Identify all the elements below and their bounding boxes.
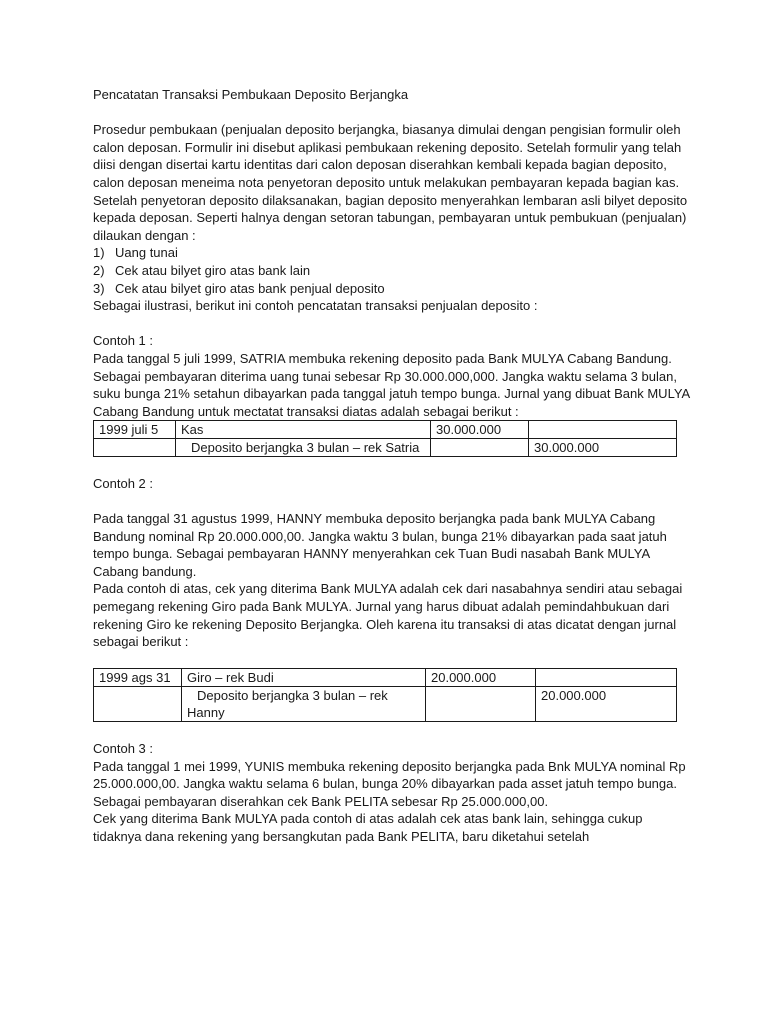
journal-credit (536, 669, 677, 687)
example3-text: Pada tanggal 1 mei 1999, YUNIS membuka rekening deposito berjangka pada Bnk MULYA nominal Rp 25.000.000,00. Jangka waktu selama 6 bulan, bunga 20% dibayarkan pada asset jatuh tempo bunga. Sebagai pembayaran diserahkan cek Bank PELITA sebesar Rp 25.000.000,00. (93, 758, 686, 809)
journal-date: 1999 juli 5 (94, 421, 176, 439)
table-row (94, 439, 677, 457)
intro-paragraph: Prosedur pembukaan (penjualan deposito berjangka, biasanya dimulai dengan pengisian formulir oleh calon deposan. Formulir ini disebut aplikasi pembukaan rekening deposito. Setelah formulir yang telah diisi dengan disertai kartu identitas dari calon deposan diserahkan kembali kepada bagian deposito, calon deposan meneima nota penyetoran deposito untuk melakukan pembayaran kepada bagian kas. Setelah penyetoran deposito dilaksanakan, bagian deposito menyerahkan lembaran asli bilyet deposito kepada deposan. Seperti halnya dengan setoran tabungan, pembayaran untuk pembukuan (penjualan) dilaukan dengan : (93, 122, 688, 243)
example3-heading: Contoh 3 : (93, 741, 153, 756)
journal-credit: 30.000.000 (529, 439, 677, 457)
example2-explanation: Pada contoh di atas, cek yang diterima Bank MULYA adalah cek dari nasabahnya sendiri atau sebagai pemegang rekening Giro pada Bank MULYA. Jurnal yang harus dibuat adalah pemindahbukuan dari rekening Giro ke rekening Deposito Berjangka. Oleh karena itu transaksi di atas dicatat dengan jurnal sebagai berikut : (93, 581, 683, 650)
journal-debit (426, 687, 536, 722)
document-title: Pencatatan Transaksi Pembukaan Deposito Berjangka (93, 87, 409, 102)
table-row (94, 687, 677, 722)
example2-text: Pada tanggal 31 agustus 1999, HANNY membuka deposito berjangka pada bank MULYA Cabang Bandung nominal Rp 20.000.000,00. Jangka waktu 3 bulan, bunga 21% dibayarkan pada saat jatuh tempo bunga. Sebagai pembayaran HANNY menyerahkan cek Tuan Budi nasabah Bank MULYA Cabang bandung. (93, 511, 667, 579)
example2-journal-table (93, 668, 677, 722)
illustration-paragraph: Sebagai ilustrasi, berikut ini contoh pencatatan transaksi penjualan deposito : (93, 298, 538, 314)
example2-heading: Contoh 2 : (93, 475, 153, 491)
journal-debit: 30.000.000 (431, 421, 529, 439)
journal-account: Deposito berjangka 3 bulan – rek Hanny (182, 687, 426, 722)
list-item: 3) Cek atau bilyet giro atas bank penjual deposito (93, 280, 385, 296)
journal-debit (431, 439, 529, 457)
journal-debit: 20.000.000 (426, 669, 536, 687)
journal-credit (529, 421, 677, 439)
journal-date (94, 687, 182, 722)
example3-explanation: Cek yang diterima Bank MULYA pada contoh di atas adalah cek atas bank lain, sehingga cukup tidaknya dana rekening yang bersangkutan pada Bank PELITA, baru diketahui setelah (93, 811, 643, 844)
journal-credit: 20.000.000 (536, 687, 677, 722)
journal-account: Giro – rek Budi (182, 669, 426, 687)
list-item: 2) Cek atau bilyet giro atas bank lain (93, 262, 311, 278)
table-row (94, 421, 677, 439)
example1-heading: Contoh 1 : (93, 333, 153, 349)
table-row (94, 669, 677, 687)
document-body (93, 86, 693, 846)
payment-methods-list (93, 244, 693, 297)
example1-text: Pada tanggal 5 juli 1999, SATRIA membuka rekening deposito pada Bank MULYA Cabang Bandung. Sebagai pembayaran diterima uang tunai sebesar Rp 30.000.000,000. Jangka waktu selama 3 bulan, suku bunga 21% setahun dibayarkan pada tanggal jatuh tempo bunga. Jurnal yang dibuat Bank MULYA Cabang Bandung untuk mectatat transaksi diatas adalah sebagai berikut : (93, 350, 690, 419)
example1-journal-table (93, 420, 677, 457)
journal-date: 1999 ags 31 (94, 669, 182, 687)
journal-account: Deposito berjangka 3 bulan – rek Satria (176, 439, 431, 457)
journal-account: Kas (176, 421, 431, 439)
list-item: 1) Uang tunai (93, 245, 178, 261)
journal-date (94, 439, 176, 457)
